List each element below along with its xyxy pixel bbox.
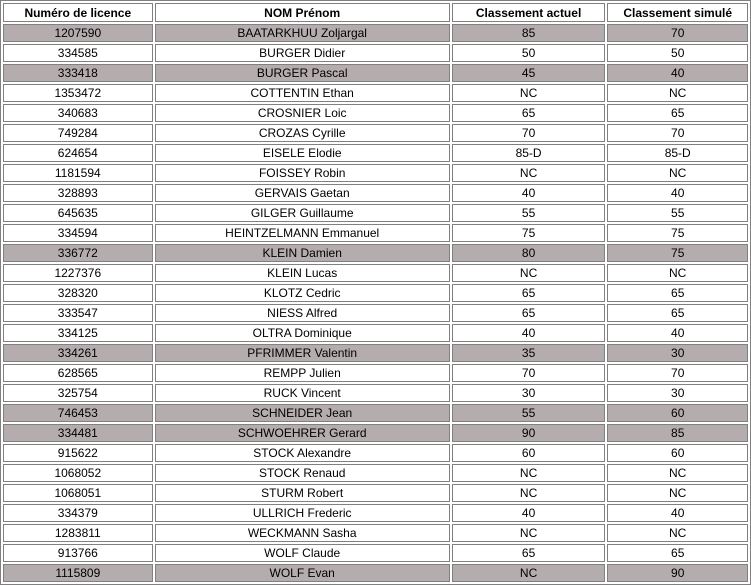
cell-classement-actuel: NC — [452, 564, 606, 582]
cell-classement-simule: 30 — [607, 344, 748, 362]
table-row — [3, 264, 748, 282]
cell-classement-simule: 30 — [607, 384, 748, 402]
cell-classement-simule: 70 — [607, 364, 748, 382]
cell-nom-prenom: GILGER Guillaume — [155, 204, 450, 222]
table-row — [3, 404, 748, 422]
cell-classement-simule: NC — [607, 484, 748, 502]
header-licence: Numéro de licence — [3, 3, 153, 22]
cell-classement-actuel: 30 — [452, 384, 606, 402]
cell-classement-simule: 85 — [607, 424, 748, 442]
cell-nom-prenom: SCHNEIDER Jean — [155, 404, 450, 422]
cell-classement-simule: NC — [607, 464, 748, 482]
cell-nom-prenom: GERVAIS Gaetan — [155, 184, 450, 202]
cell-nom-prenom: STURM Robert — [155, 484, 450, 502]
cell-classement-actuel: 40 — [452, 184, 606, 202]
cell-classement-simule: 40 — [607, 64, 748, 82]
table-row — [3, 164, 748, 182]
cell-nom-prenom: KLEIN Damien — [155, 244, 450, 262]
cell-classement-simule: 55 — [607, 204, 748, 222]
cell-classement-actuel: NC — [452, 464, 606, 482]
cell-classement-simule: 65 — [607, 544, 748, 562]
cell-classement-actuel: 55 — [452, 204, 606, 222]
cell-classement-simule: 70 — [607, 124, 748, 142]
table-row — [3, 64, 748, 82]
cell-classement-simule: 40 — [607, 504, 748, 522]
cell-licence: 336772 — [3, 244, 153, 262]
cell-classement-actuel: 65 — [452, 544, 606, 562]
cell-classement-simule: 70 — [607, 24, 748, 42]
cell-nom-prenom: PFRIMMER Valentin — [155, 344, 450, 362]
cell-licence: 334585 — [3, 44, 153, 62]
table-row — [3, 564, 748, 582]
cell-classement-actuel: 70 — [452, 124, 606, 142]
cell-classement-actuel: 65 — [452, 304, 606, 322]
cell-nom-prenom: WOLF Evan — [155, 564, 450, 582]
cell-licence: 1207590 — [3, 24, 153, 42]
cell-nom-prenom: HEINTZELMANN Emmanuel — [155, 224, 450, 242]
cell-licence: 334125 — [3, 324, 153, 342]
header-nom-prenom: NOM Prénom — [155, 3, 450, 22]
cell-classement-simule: 90 — [607, 564, 748, 582]
cell-nom-prenom: ULLRICH Frederic — [155, 504, 450, 522]
cell-nom-prenom: SCHWOEHRER Gerard — [155, 424, 450, 442]
cell-nom-prenom: RUCK Vincent — [155, 384, 450, 402]
table-row — [3, 324, 748, 342]
cell-licence: 328320 — [3, 284, 153, 302]
cell-licence: 749284 — [3, 124, 153, 142]
cell-licence: 628565 — [3, 364, 153, 382]
table-row — [3, 344, 748, 362]
cell-licence: 1115809 — [3, 564, 153, 582]
cell-classement-simule: NC — [607, 264, 748, 282]
cell-classement-actuel: NC — [452, 484, 606, 502]
table-row — [3, 284, 748, 302]
cell-licence: 913766 — [3, 544, 153, 562]
cell-classement-simule: NC — [607, 524, 748, 542]
table-row — [3, 184, 748, 202]
cell-licence: 1181594 — [3, 164, 153, 182]
cell-nom-prenom: CROZAS Cyrille — [155, 124, 450, 142]
cell-classement-actuel: NC — [452, 524, 606, 542]
table-row — [3, 444, 748, 462]
table-row — [3, 244, 748, 262]
table-row — [3, 124, 748, 142]
cell-nom-prenom: WOLF Claude — [155, 544, 450, 562]
cell-nom-prenom: WECKMANN Sasha — [155, 524, 450, 542]
cell-nom-prenom: STOCK Alexandre — [155, 444, 450, 462]
table-body — [3, 24, 748, 582]
cell-licence: 1068051 — [3, 484, 153, 502]
table-row — [3, 544, 748, 562]
cell-classement-actuel: 65 — [452, 104, 606, 122]
cell-nom-prenom: STOCK Renaud — [155, 464, 450, 482]
cell-licence: 328893 — [3, 184, 153, 202]
cell-licence: 340683 — [3, 104, 153, 122]
table-row — [3, 504, 748, 522]
cell-classement-simule: 75 — [607, 244, 748, 262]
table-row — [3, 304, 748, 322]
cell-classement-simule: NC — [607, 164, 748, 182]
cell-licence: 645635 — [3, 204, 153, 222]
cell-classement-simule: NC — [607, 84, 748, 102]
cell-classement-simule: 75 — [607, 224, 748, 242]
cell-licence: 334481 — [3, 424, 153, 442]
cell-classement-actuel: 90 — [452, 424, 606, 442]
cell-nom-prenom: KLEIN Lucas — [155, 264, 450, 282]
cell-classement-simule: 50 — [607, 44, 748, 62]
table-row — [3, 424, 748, 442]
cell-classement-actuel: 60 — [452, 444, 606, 462]
table-row — [3, 384, 748, 402]
cell-licence: 915622 — [3, 444, 153, 462]
cell-nom-prenom: OLTRA Dominique — [155, 324, 450, 342]
cell-licence: 1353472 — [3, 84, 153, 102]
table-header-row — [3, 3, 748, 22]
cell-classement-simule: 65 — [607, 304, 748, 322]
cell-licence: 325754 — [3, 384, 153, 402]
table-row — [3, 224, 748, 242]
cell-licence: 334594 — [3, 224, 153, 242]
cell-classement-actuel: NC — [452, 84, 606, 102]
cell-nom-prenom: BURGER Pascal — [155, 64, 450, 82]
cell-licence: 746453 — [3, 404, 153, 422]
cell-classement-simule: 65 — [607, 284, 748, 302]
cell-classement-simule: 60 — [607, 404, 748, 422]
cell-nom-prenom: BURGER Didier — [155, 44, 450, 62]
cell-licence: 1068052 — [3, 464, 153, 482]
cell-classement-actuel: 75 — [452, 224, 606, 242]
cell-licence: 333418 — [3, 64, 153, 82]
table-row — [3, 144, 748, 162]
cell-nom-prenom: BAATARKHUU Zoljargal — [155, 24, 450, 42]
cell-classement-actuel: NC — [452, 264, 606, 282]
cell-classement-actuel: 40 — [452, 504, 606, 522]
header-classement-simule: Classement simulé — [607, 3, 748, 22]
table-row — [3, 104, 748, 122]
table-row — [3, 464, 748, 482]
cell-nom-prenom: CROSNIER Loic — [155, 104, 450, 122]
cell-nom-prenom: FOISSEY Robin — [155, 164, 450, 182]
cell-classement-actuel: 40 — [452, 324, 606, 342]
cell-classement-actuel: NC — [452, 164, 606, 182]
cell-classement-simule: 40 — [607, 184, 748, 202]
header-classement-actuel: Classement actuel — [452, 3, 606, 22]
cell-classement-actuel: 45 — [452, 64, 606, 82]
cell-licence: 1227376 — [3, 264, 153, 282]
cell-licence: 1283811 — [3, 524, 153, 542]
cell-classement-actuel: 55 — [452, 404, 606, 422]
table-row — [3, 24, 748, 42]
cell-classement-simule: 40 — [607, 324, 748, 342]
cell-classement-actuel: 85 — [452, 24, 606, 42]
cell-nom-prenom: KLOTZ Cedric — [155, 284, 450, 302]
cell-nom-prenom: COTTENTIN Ethan — [155, 84, 450, 102]
cell-classement-actuel: 50 — [452, 44, 606, 62]
cell-licence: 333547 — [3, 304, 153, 322]
cell-classement-actuel: 65 — [452, 284, 606, 302]
table-row — [3, 44, 748, 62]
cell-nom-prenom: NIESS Alfred — [155, 304, 450, 322]
cell-classement-actuel: 80 — [452, 244, 606, 262]
table-row — [3, 524, 748, 542]
cell-nom-prenom: REMPP Julien — [155, 364, 450, 382]
table-row — [3, 204, 748, 222]
cell-classement-simule: 60 — [607, 444, 748, 462]
cell-classement-simule: 65 — [607, 104, 748, 122]
cell-classement-actuel: 70 — [452, 364, 606, 382]
table-row — [3, 84, 748, 102]
cell-nom-prenom: EISELE Elodie — [155, 144, 450, 162]
cell-licence: 334261 — [3, 344, 153, 362]
cell-licence: 624654 — [3, 144, 153, 162]
table-row — [3, 364, 748, 382]
cell-classement-actuel: 35 — [452, 344, 606, 362]
table-row — [3, 484, 748, 502]
cell-classement-simule: 85-D — [607, 144, 748, 162]
cell-classement-actuel: 85-D — [452, 144, 606, 162]
cell-licence: 334379 — [3, 504, 153, 522]
